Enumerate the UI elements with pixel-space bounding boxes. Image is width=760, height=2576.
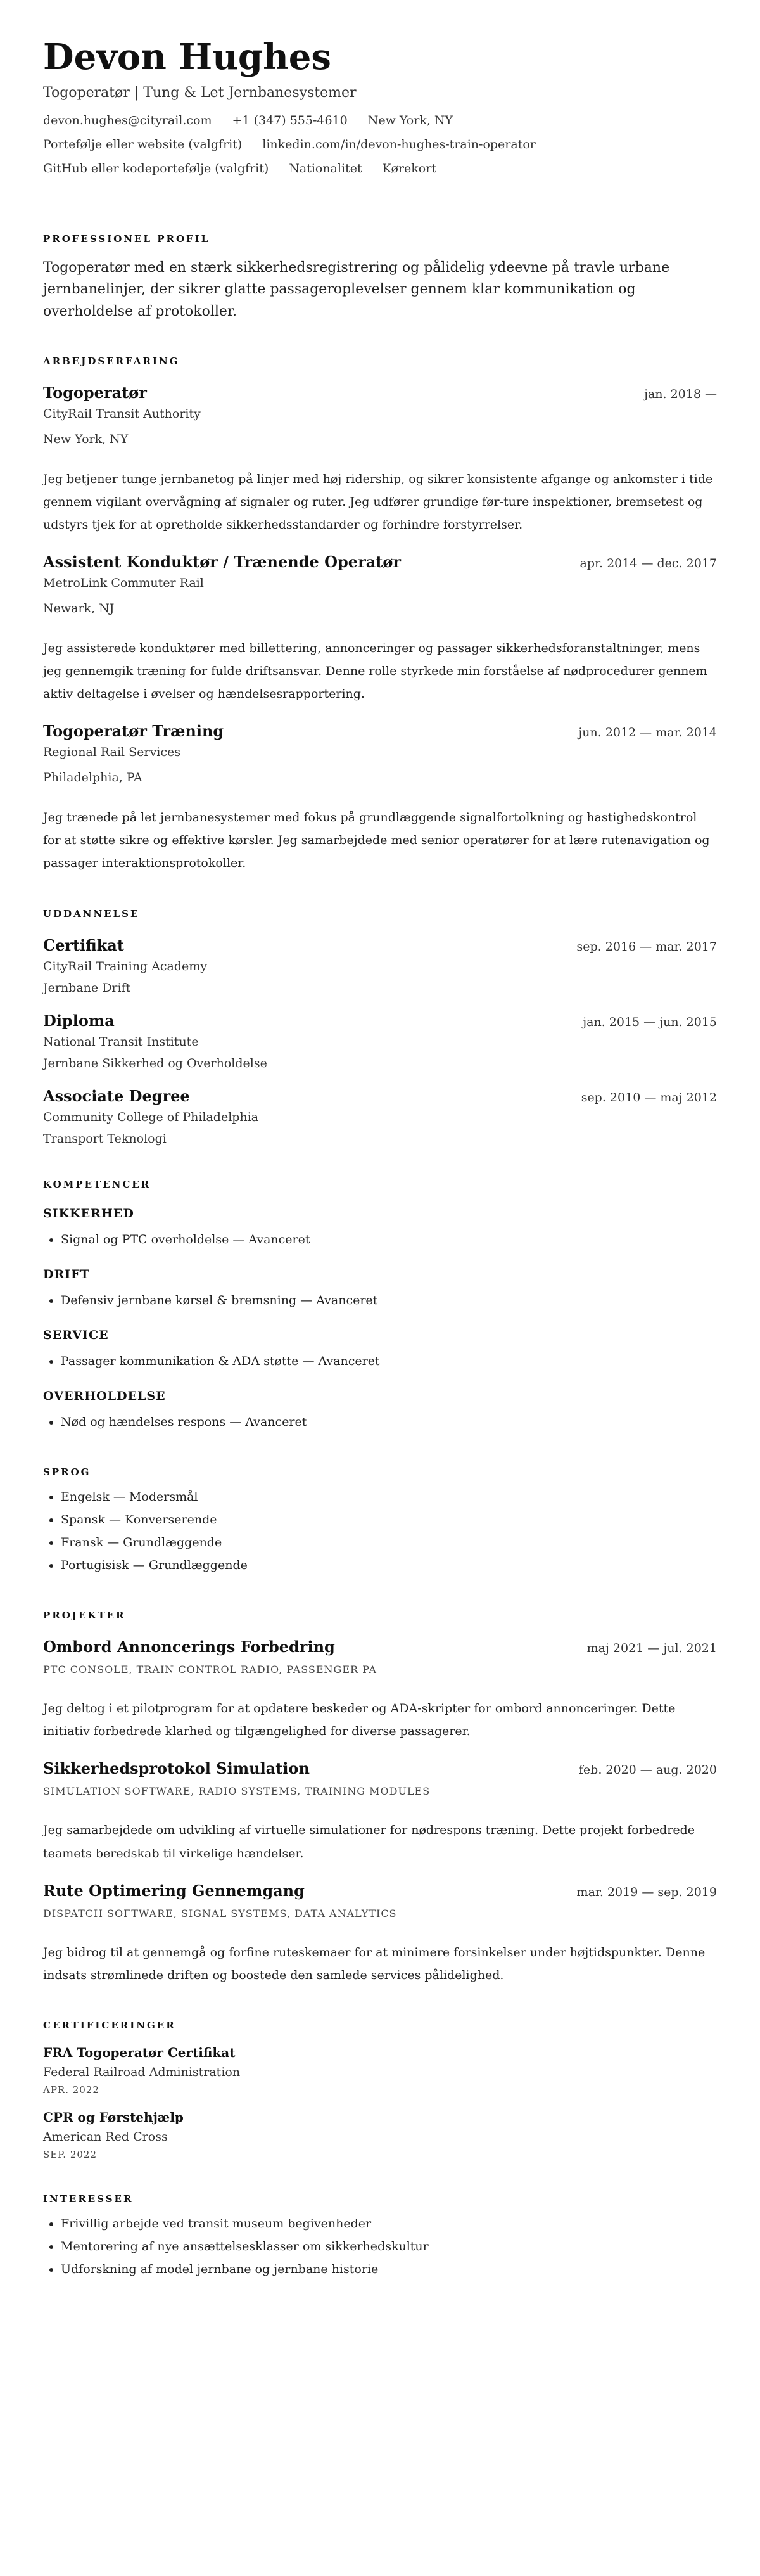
skill-item: • Passager kommunikation & ADA støtte — Avanceret: [61, 1350, 717, 1373]
certification-issuer: American Red Cross: [43, 2129, 168, 2144]
section-title-experience: ARBEJDSERFARING: [43, 355, 180, 367]
experience-location: Philadelphia, PA: [43, 771, 142, 785]
project-date: mar. 2019 — sep. 2019: [576, 1885, 717, 1899]
certification-issuer: Federal Railroad Administration: [43, 2065, 241, 2079]
contact-github[interactable]: GitHub eller kodeportefølje (valgfrit): [43, 162, 269, 176]
skill-item: • Signal og PTC overholdelse — Avanceret: [61, 1228, 717, 1251]
project-entry: [43, 1881, 717, 1987]
contact-row-links: [43, 138, 717, 151]
language-list: [43, 1485, 717, 1577]
skill-group-title: SIKKERHED: [43, 1206, 134, 1221]
education-field: Jernbane Drift: [43, 980, 131, 995]
project-date: maj 2021 — jul. 2021: [586, 1641, 717, 1656]
education-school: National Transit Institute: [43, 1034, 199, 1049]
skill-group-title: DRIFT: [43, 1267, 90, 1281]
certification-date: APR. 2022: [43, 2084, 99, 2096]
project-description: Jeg deltog i et pilotprogram for at opdatere beskeder og ADA-skripter for ombord annonceringer. Dette initiativ forbedrede klarhed og tilgængelighed for diverse passagerer.: [43, 1701, 676, 1739]
skill-group-title: OVERHOLDELSE: [43, 1388, 166, 1403]
candidate-name: Devon Hughes: [43, 36, 331, 78]
skill-group-title: SERVICE: [43, 1328, 109, 1342]
contact-license: Kørekort: [382, 162, 436, 176]
experience-entry: [43, 722, 717, 875]
profile-summary: Togoperatør med en stærk sikkerhedsregistrering og pålidelig ydeevne på travle urbane jernbanelinjer, der sikrer glatte passageroplevelser gennem klar kommunikation og overholdelse af protokoller.: [43, 260, 670, 319]
experience-entry: [43, 383, 717, 536]
language-item: • Fransk — Grundlæggende: [61, 1531, 717, 1554]
project-tech: PTC CONSOLE, TRAIN CONTROL RADIO, PASSENGER PA: [43, 1663, 377, 1676]
education-degree: Diploma: [43, 1011, 115, 1030]
project-tech: DISPATCH SOFTWARE, SIGNAL SYSTEMS, DATA ANALYTICS: [43, 1907, 397, 1919]
section-title-certifications: CERTIFICERINGER: [43, 2019, 176, 2031]
project-name: Ombord Annoncerings Forbedring: [43, 1637, 335, 1656]
section-title-languages: SPROG: [43, 1466, 91, 1478]
skill-list: [43, 1411, 717, 1433]
contact-row-extra: [43, 162, 717, 176]
education-entry: [43, 936, 717, 995]
section-title-profile: PROFESSIONEL PROFIL: [43, 233, 210, 245]
language-item: • Portugisisk — Grundlæggende: [61, 1554, 717, 1577]
project-tech: SIMULATION SOFTWARE, RADIO SYSTEMS, TRAINING MODULES: [43, 1785, 431, 1798]
experience-description: Jeg trænede på let jernbanesystemer med fokus på grundlæggende signalfortolkning og hastighedskontrol for at støtte sikre og effektive kørsler. Jeg samarbejdede med senior operatører for at lære rutenavigation og passager interaktionsprotokoller.: [43, 811, 710, 871]
experience-description: Jeg assisterede konduktører med billettering, annonceringer og passager sikkerhedsforanstaltninger, mens jeg gennemgik træning for fulde driftsansvar. Denne rolle styrkede min forståelse af nødprocedurer gennem aktiv deltagelse i øvelser og hændelsesrapportering.: [43, 641, 707, 702]
skill-list: [43, 1289, 717, 1312]
interest-item: • Udforskning af model jernbane og jernbane historie: [61, 2258, 717, 2281]
education-entry: [43, 1087, 717, 1146]
certification-entry: [43, 2110, 717, 2160]
skill-item: • Nød og hændelses respons — Avanceret: [61, 1411, 717, 1433]
experience-description: Jeg betjener tunge jernbanetog på linjer med høj ridership, og sikrer konsistente afgange og ankomster i tide gennem vigilant overvågning af signaler og ruter. Jeg udfører grundige før-ture inspektioner, bremsetest og udstyrs tjek for at opretholde sikkerhedsstandarder og forhindre forstyrrelser.: [43, 471, 713, 532]
education-degree: Certifikat: [43, 935, 124, 954]
experience-location: Newark, NJ: [43, 601, 115, 615]
education-date: sep. 2016 — mar. 2017: [576, 939, 717, 954]
project-name: Rute Optimering Gennemgang: [43, 1881, 305, 1900]
experience-date: jun. 2012 — mar. 2014: [578, 726, 717, 740]
skill-list: [43, 1350, 717, 1373]
experience-location: New York, NY: [43, 432, 129, 446]
project-entry: [43, 1759, 717, 1864]
interest-item: • Mentorering af nye ansættelsesklasser om sikkerhedskultur: [61, 2235, 717, 2258]
contact-portfolio[interactable]: Portefølje eller website (valgfrit): [43, 138, 243, 152]
interest-list: [43, 2212, 717, 2281]
education-field: Jernbane Sikkerhed og Overholdelse: [43, 1056, 267, 1070]
certification-name: CPR og Førstehjælp: [43, 2109, 184, 2125]
education-school: Community College of Philadelphia: [43, 1110, 259, 1124]
education-date: jan. 2015 — jun. 2015: [583, 1015, 717, 1029]
project-name: Sikkerhedsprotokol Simulation: [43, 1759, 310, 1778]
experience-company: MetroLink Commuter Rail: [43, 575, 204, 590]
certification-name: FRA Togoperatør Certifikat: [43, 2044, 236, 2060]
section-title-projects: PROJEKTER: [43, 1610, 126, 1622]
experience-date: jan. 2018 —: [644, 387, 717, 401]
candidate-subtitle: Togoperatør | Tung & Let Jernbanesystemer: [43, 85, 357, 101]
education-degree: Associate Degree: [43, 1086, 190, 1105]
interest-item: • Frivillig arbejde ved transit museum begivenheder: [61, 2212, 717, 2235]
contact-nationality: Nationalitet: [289, 162, 362, 176]
certification-entry: [43, 2045, 717, 2096]
experience-role: Assistent Konduktør / Trænende Operatør: [43, 552, 402, 571]
project-date: feb. 2020 — aug. 2020: [578, 1763, 717, 1778]
education-date: sep. 2010 — maj 2012: [581, 1090, 717, 1105]
education-entry: [43, 1011, 717, 1070]
contact-email[interactable]: devon.hughes@cityrail.com: [43, 113, 212, 128]
project-entry: [43, 1637, 717, 1743]
section-title-interests: INTERESSER: [43, 2193, 134, 2205]
experience-role: Togoperatør: [43, 383, 147, 402]
certification-date: SEP. 2022: [43, 2148, 97, 2160]
experience-entry: [43, 553, 717, 705]
contact-phone[interactable]: +1 (347) 555-4610: [232, 113, 348, 128]
contact-row-primary: [43, 113, 717, 127]
project-description: Jeg samarbejdede om udvikling af virtuelle simulationer for nødrespons træning. Dette projekt forbedrede teamets beredskab til virkelige hændelser.: [43, 1823, 695, 1861]
experience-company: Regional Rail Services: [43, 745, 180, 760]
education-field: Transport Teknologi: [43, 1131, 167, 1146]
contact-linkedin[interactable]: linkedin.com/in/devon-hughes-train-operator: [262, 138, 536, 152]
experience-company: CityRail Transit Authority: [43, 406, 201, 421]
skill-item: • Defensiv jernbane kørsel & bremsning — Avanceret: [61, 1289, 717, 1312]
language-item: • Engelsk — Modersmål: [61, 1485, 717, 1508]
education-school: CityRail Training Academy: [43, 959, 208, 973]
experience-date: apr. 2014 — dec. 2017: [580, 556, 717, 570]
section-title-skills: KOMPETENCER: [43, 1178, 151, 1190]
skill-list: [43, 1228, 717, 1251]
experience-role: Togoperatør Træning: [43, 722, 224, 741]
project-description: Jeg bidrog til at gennemgå og forfine ruteskemaer for at minimere forsinkelser under højtidspunkter. Denne indsats strømlinede driften og boostede den samlede services pålidelighed.: [43, 1945, 706, 1982]
section-title-education: UDDANNELSE: [43, 907, 140, 920]
contact-location: New York, NY: [367, 113, 453, 128]
language-item: • Spansk — Konverserende: [61, 1508, 717, 1531]
